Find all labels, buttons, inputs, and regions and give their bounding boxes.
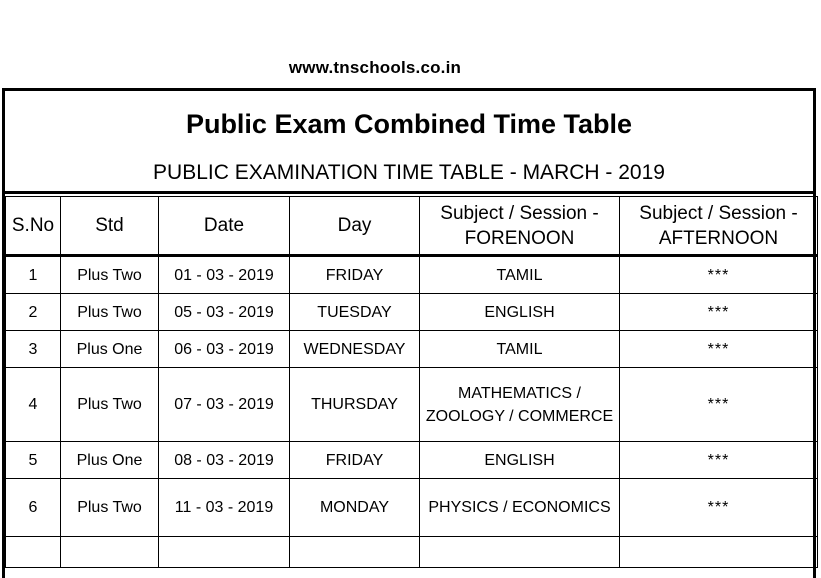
site-url[interactable]: www.tnschools.co.in	[288, 58, 462, 77]
page-title: Public Exam Combined Time Table	[185, 109, 633, 139]
cell-date: 08 - 03 - 2019	[159, 442, 290, 479]
cell-afternoon: ***	[620, 294, 818, 331]
cell-empty	[6, 537, 61, 568]
cell-day: MONDAY	[290, 479, 420, 537]
cell-empty	[620, 537, 818, 568]
cell-forenoon: ENGLISH	[420, 442, 620, 479]
cell-day: WEDNESDAY	[290, 331, 420, 368]
cell-afternoon: ***	[620, 368, 818, 442]
cell-sno: 6	[6, 479, 61, 537]
header-forenoon-line2: FORENOON	[464, 227, 575, 249]
header-forenoon	[420, 197, 620, 256]
cell-afternoon: ***	[620, 256, 818, 294]
cell-empty	[290, 537, 420, 568]
cell-day: FRIDAY	[290, 256, 420, 294]
table-row	[6, 368, 818, 442]
header-sno: S.No	[6, 197, 61, 256]
cell-sno: 5	[6, 442, 61, 479]
cell-std: Plus One	[61, 331, 159, 368]
table-row	[6, 256, 818, 294]
table-row	[6, 294, 818, 331]
cell-date: 05 - 03 - 2019	[159, 294, 290, 331]
header-forenoon-line1: Subject / Session -	[440, 202, 599, 224]
cell-std: Plus One	[61, 442, 159, 479]
page-subtitle: PUBLIC EXAMINATION TIME TABLE - MARCH - 2019	[153, 161, 665, 184]
cell-afternoon: ***	[620, 331, 818, 368]
cell-day: THURSDAY	[290, 368, 420, 442]
header-afternoon-line2: AFTERNOON	[658, 227, 779, 249]
cell-date: 07 - 03 - 2019	[159, 368, 290, 442]
cell-forenoon: ENGLISH	[420, 294, 620, 331]
table-row-cut-off	[6, 537, 818, 568]
cell-std: Plus Two	[61, 294, 159, 331]
header-std: Std	[61, 197, 159, 256]
cell-empty	[61, 537, 159, 568]
cell-afternoon: ***	[620, 442, 818, 479]
title-box	[2, 88, 816, 194]
header-day: Day	[290, 197, 420, 256]
table-row	[6, 479, 818, 537]
cell-day: FRIDAY	[290, 442, 420, 479]
exam-timetable	[5, 196, 818, 568]
table-header-row	[6, 197, 818, 256]
cell-date: 06 - 03 - 2019	[159, 331, 290, 368]
cell-sno: 1	[6, 256, 61, 294]
cell-forenoon: TAMIL	[420, 256, 620, 294]
cell-day: TUESDAY	[290, 294, 420, 331]
cell-date: 11 - 03 - 2019	[159, 479, 290, 537]
cell-sno: 2	[6, 294, 61, 331]
cell-forenoon: PHYSICS / ECONOMICS	[420, 479, 620, 537]
header-afternoon-line1: Subject / Session -	[639, 202, 798, 224]
table-row	[6, 442, 818, 479]
cell-afternoon: ***	[620, 479, 818, 537]
table-row	[6, 331, 818, 368]
cell-date: 01 - 03 - 2019	[159, 256, 290, 294]
cell-sno: 3	[6, 331, 61, 368]
header-afternoon	[620, 197, 818, 256]
cell-sno: 4	[6, 368, 61, 442]
cell-forenoon: TAMIL	[420, 331, 620, 368]
cell-std: Plus Two	[61, 479, 159, 537]
cell-std: Plus Two	[61, 368, 159, 442]
cell-empty	[420, 537, 620, 568]
header-date: Date	[159, 197, 290, 256]
cell-std: Plus Two	[61, 256, 159, 294]
cell-forenoon-line2: ZOOLOGY / COMMERCE	[425, 407, 614, 425]
cell-forenoon-line1: MATHEMATICS /	[458, 384, 581, 402]
cell-forenoon	[420, 368, 620, 442]
cell-empty	[159, 537, 290, 568]
